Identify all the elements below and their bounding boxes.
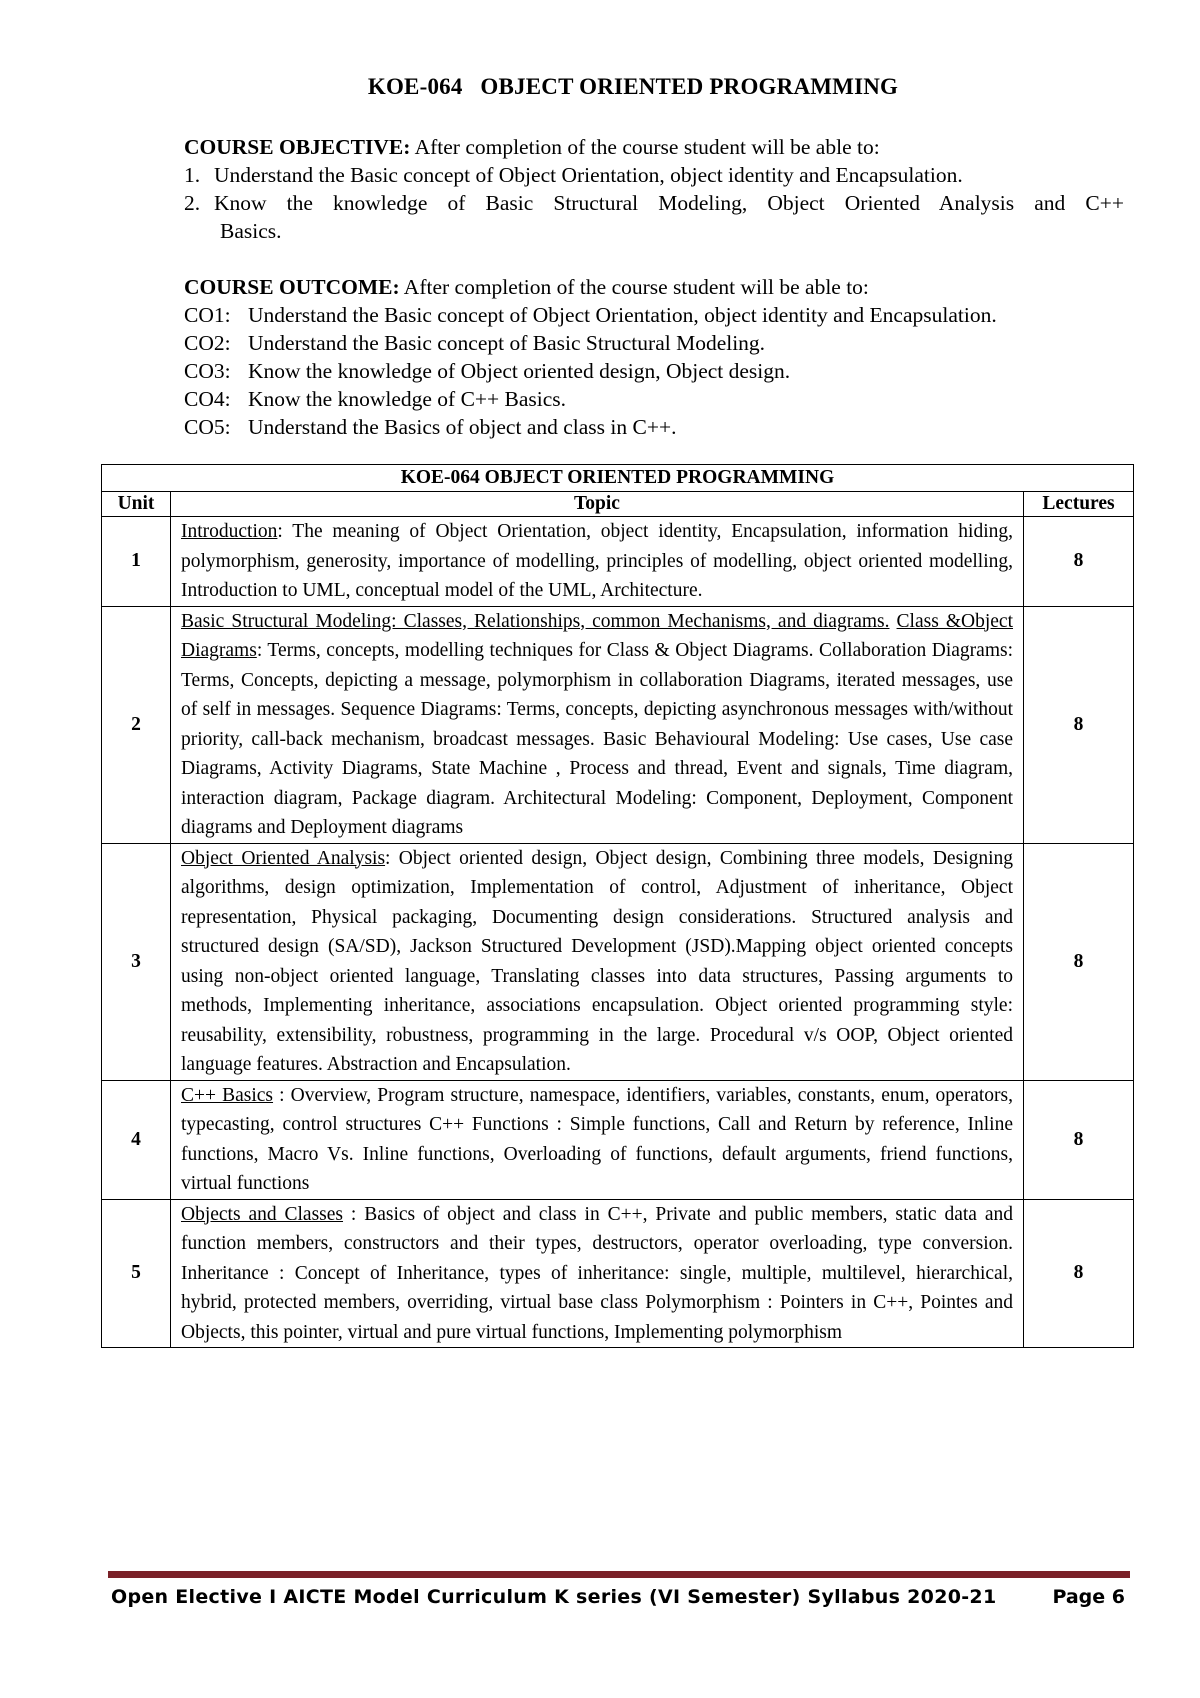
table-row <box>102 1080 1134 1199</box>
objective-item <box>184 161 1124 189</box>
page-number: Page 6 <box>1052 1586 1125 1608</box>
outcome-item <box>184 357 1124 385</box>
outcome-key: CO1: <box>184 303 231 327</box>
topic-text: : Object oriented design, Object design, Combining three models, Designing algorithms, design optimization, Implementation of control, Adjustment of inheritance, Object representation, Physical packaging, Documenting design considerations. Structured analysis and structured design (SA/SD), Jackson Structured Development (JSD).Mapping object oriented concepts using non-object oriented language, Translating classes into data structures, Passing arguments to methods, Implementing inheritance, associations encapsulation. Object oriented programming style: reusability, extensibility, robustness, programming in the large. Procedural v/s OOP, Object oriented language features. Abstraction and Encapsulation. <box>181 847 1013 1075</box>
objective-item <box>184 189 1124 217</box>
course-outcome-heading <box>184 273 1124 301</box>
outcome-text: Understand the Basic concept of Object Orientation, object identity and Encapsulation. <box>248 303 997 327</box>
topic-text: : Terms, concepts, modelling techniques for Class & Object Diagrams. Collaboration Diagrams: Terms, Concepts, depicting a message, polymorphism in collaboration Diagrams, iterated messages, use of self in messages. Sequence Diagrams: Terms, concepts, depicting asynchronous messages with/without priority, call-back mechanism, broadcast messages. Basic Behavioural Modeling: Use cases, Use case Diagrams, Activity Diagrams, State Machine , Process and thread, Event and signals, Time diagram, interaction diagram, Package diagram. Architectural Modeling: Component, Deployment, Component diagrams and Deployment diagrams <box>181 640 1013 838</box>
lecture-count: 8 <box>1024 517 1134 607</box>
topic-heading: Class &Object Diagrams <box>181 610 1014 661</box>
topic-text: : Basics of object and class in C++, Private and public members, static data and function members, constructors and their types, destructors, operator overloading, type conversion. Inheritance : Concept of Inheritance, types of inheritance: single, multiple, multilevel, hierarchical, hybrid, protected members, overriding, virtual base class Polymorphism : Pointers in C++, Pointes and Objects, this pointer, virtual and pure virtual functions, Implementing polymorphism <box>181 1203 1013 1343</box>
outcome-item <box>184 301 1124 329</box>
topic-heading: Object Oriented Analysis <box>181 847 386 869</box>
outcome-item <box>184 413 1124 441</box>
topic-cell <box>171 1199 1024 1348</box>
footer-rule <box>108 1571 1130 1578</box>
table-title: KOE-064 OBJECT ORIENTED PROGRAMMING <box>102 465 1134 492</box>
course-objective-section <box>184 133 1124 245</box>
course-outcome-section <box>184 273 1124 441</box>
outcome-key: CO2: <box>184 331 231 355</box>
header-topic: Topic <box>171 492 1024 517</box>
course-outcome-label: COURSE OUTCOME: <box>184 275 400 299</box>
table-title-row <box>102 465 1134 492</box>
topic-text: : The meaning of Object Orientation, object identity, Encapsulation, information hiding, polymorphism, generosity, importance of modelling, principles of modelling, object oriented modelling, Introduction to UML, conceptual model of the UML, Architecture. <box>181 521 1013 601</box>
topic-heading: Basic Structural Modeling: Classes, Relationships, common Mechanisms, and diagrams. <box>181 610 890 632</box>
outcome-text: Know the knowledge of C++ Basics. <box>248 387 567 411</box>
outcome-item <box>184 385 1124 413</box>
objective-text: Know the knowledge of Basic Structural Modeling, Object Oriented Analysis and C++ <box>214 191 1124 215</box>
objective-continuation: Basics. <box>220 219 282 243</box>
lecture-count: 8 <box>1024 843 1134 1080</box>
table-row <box>102 606 1134 843</box>
outcome-key: CO5: <box>184 415 231 439</box>
unit-number: 5 <box>102 1199 171 1348</box>
course-objective-label: COURSE OBJECTIVE: <box>184 135 411 159</box>
header-unit: Unit <box>102 492 171 517</box>
syllabus-table <box>101 464 1134 1348</box>
course-objective-intro: After completion of the course student will be able to: <box>410 135 880 159</box>
unit-number: 1 <box>102 517 171 607</box>
topic-cell <box>171 517 1024 607</box>
topic-cell <box>171 1080 1024 1199</box>
table-header-row <box>102 492 1134 517</box>
objective-number: 2. <box>184 191 201 215</box>
footer-text: Open Elective I AICTE Model Curriculum K series (VI Semester) Syllabus 2020-21 <box>111 1586 997 1608</box>
table-row <box>102 1199 1134 1348</box>
topic-heading: Objects and Classes <box>181 1203 344 1225</box>
table-row <box>102 517 1134 607</box>
lecture-count: 8 <box>1024 1199 1134 1348</box>
objective-number: 1. <box>184 163 201 187</box>
objective-text: Understand the Basic concept of Object Orientation, object identity and Encapsulation. <box>214 163 963 187</box>
unit-number: 3 <box>102 843 171 1080</box>
topic-cell <box>171 843 1024 1080</box>
page-title: KOE-064 OBJECT ORIENTED PROGRAMMING <box>367 74 899 99</box>
outcome-key: CO4: <box>184 387 231 411</box>
lecture-count: 8 <box>1024 606 1134 843</box>
table-body <box>102 517 1134 1348</box>
lecture-count: 8 <box>1024 1080 1134 1199</box>
header-lectures: Lectures <box>1024 492 1134 517</box>
course-outcome-intro: After completion of the course student will be able to: <box>399 275 869 299</box>
outcome-text: Know the knowledge of Object oriented design, Object design. <box>248 359 791 383</box>
unit-number: 2 <box>102 606 171 843</box>
topic-text <box>889 611 896 632</box>
outcome-item <box>184 329 1124 357</box>
topic-heading: Introduction <box>181 521 278 542</box>
topic-cell <box>171 606 1024 843</box>
outcome-key: CO3: <box>184 359 231 383</box>
outcome-text: Understand the Basic concept of Basic Structural Modeling. <box>248 331 766 355</box>
topic-text: : Overview, Program structure, namespace, identifiers, variables, constants, enum, operators, typecasting, control structures C++ Functions : Simple functions, Call and Return by reference, Inline functions, Macro Vs. Inline functions, Overloading of functions, default arguments, friend functions, virtual functions <box>181 1084 1013 1194</box>
topic-heading: C++ Basics <box>181 1084 274 1106</box>
course-objective-heading <box>184 133 1124 161</box>
outcome-text: Understand the Basics of object and class in C++. <box>248 415 677 439</box>
unit-number: 4 <box>102 1080 171 1199</box>
table-row <box>102 843 1134 1080</box>
